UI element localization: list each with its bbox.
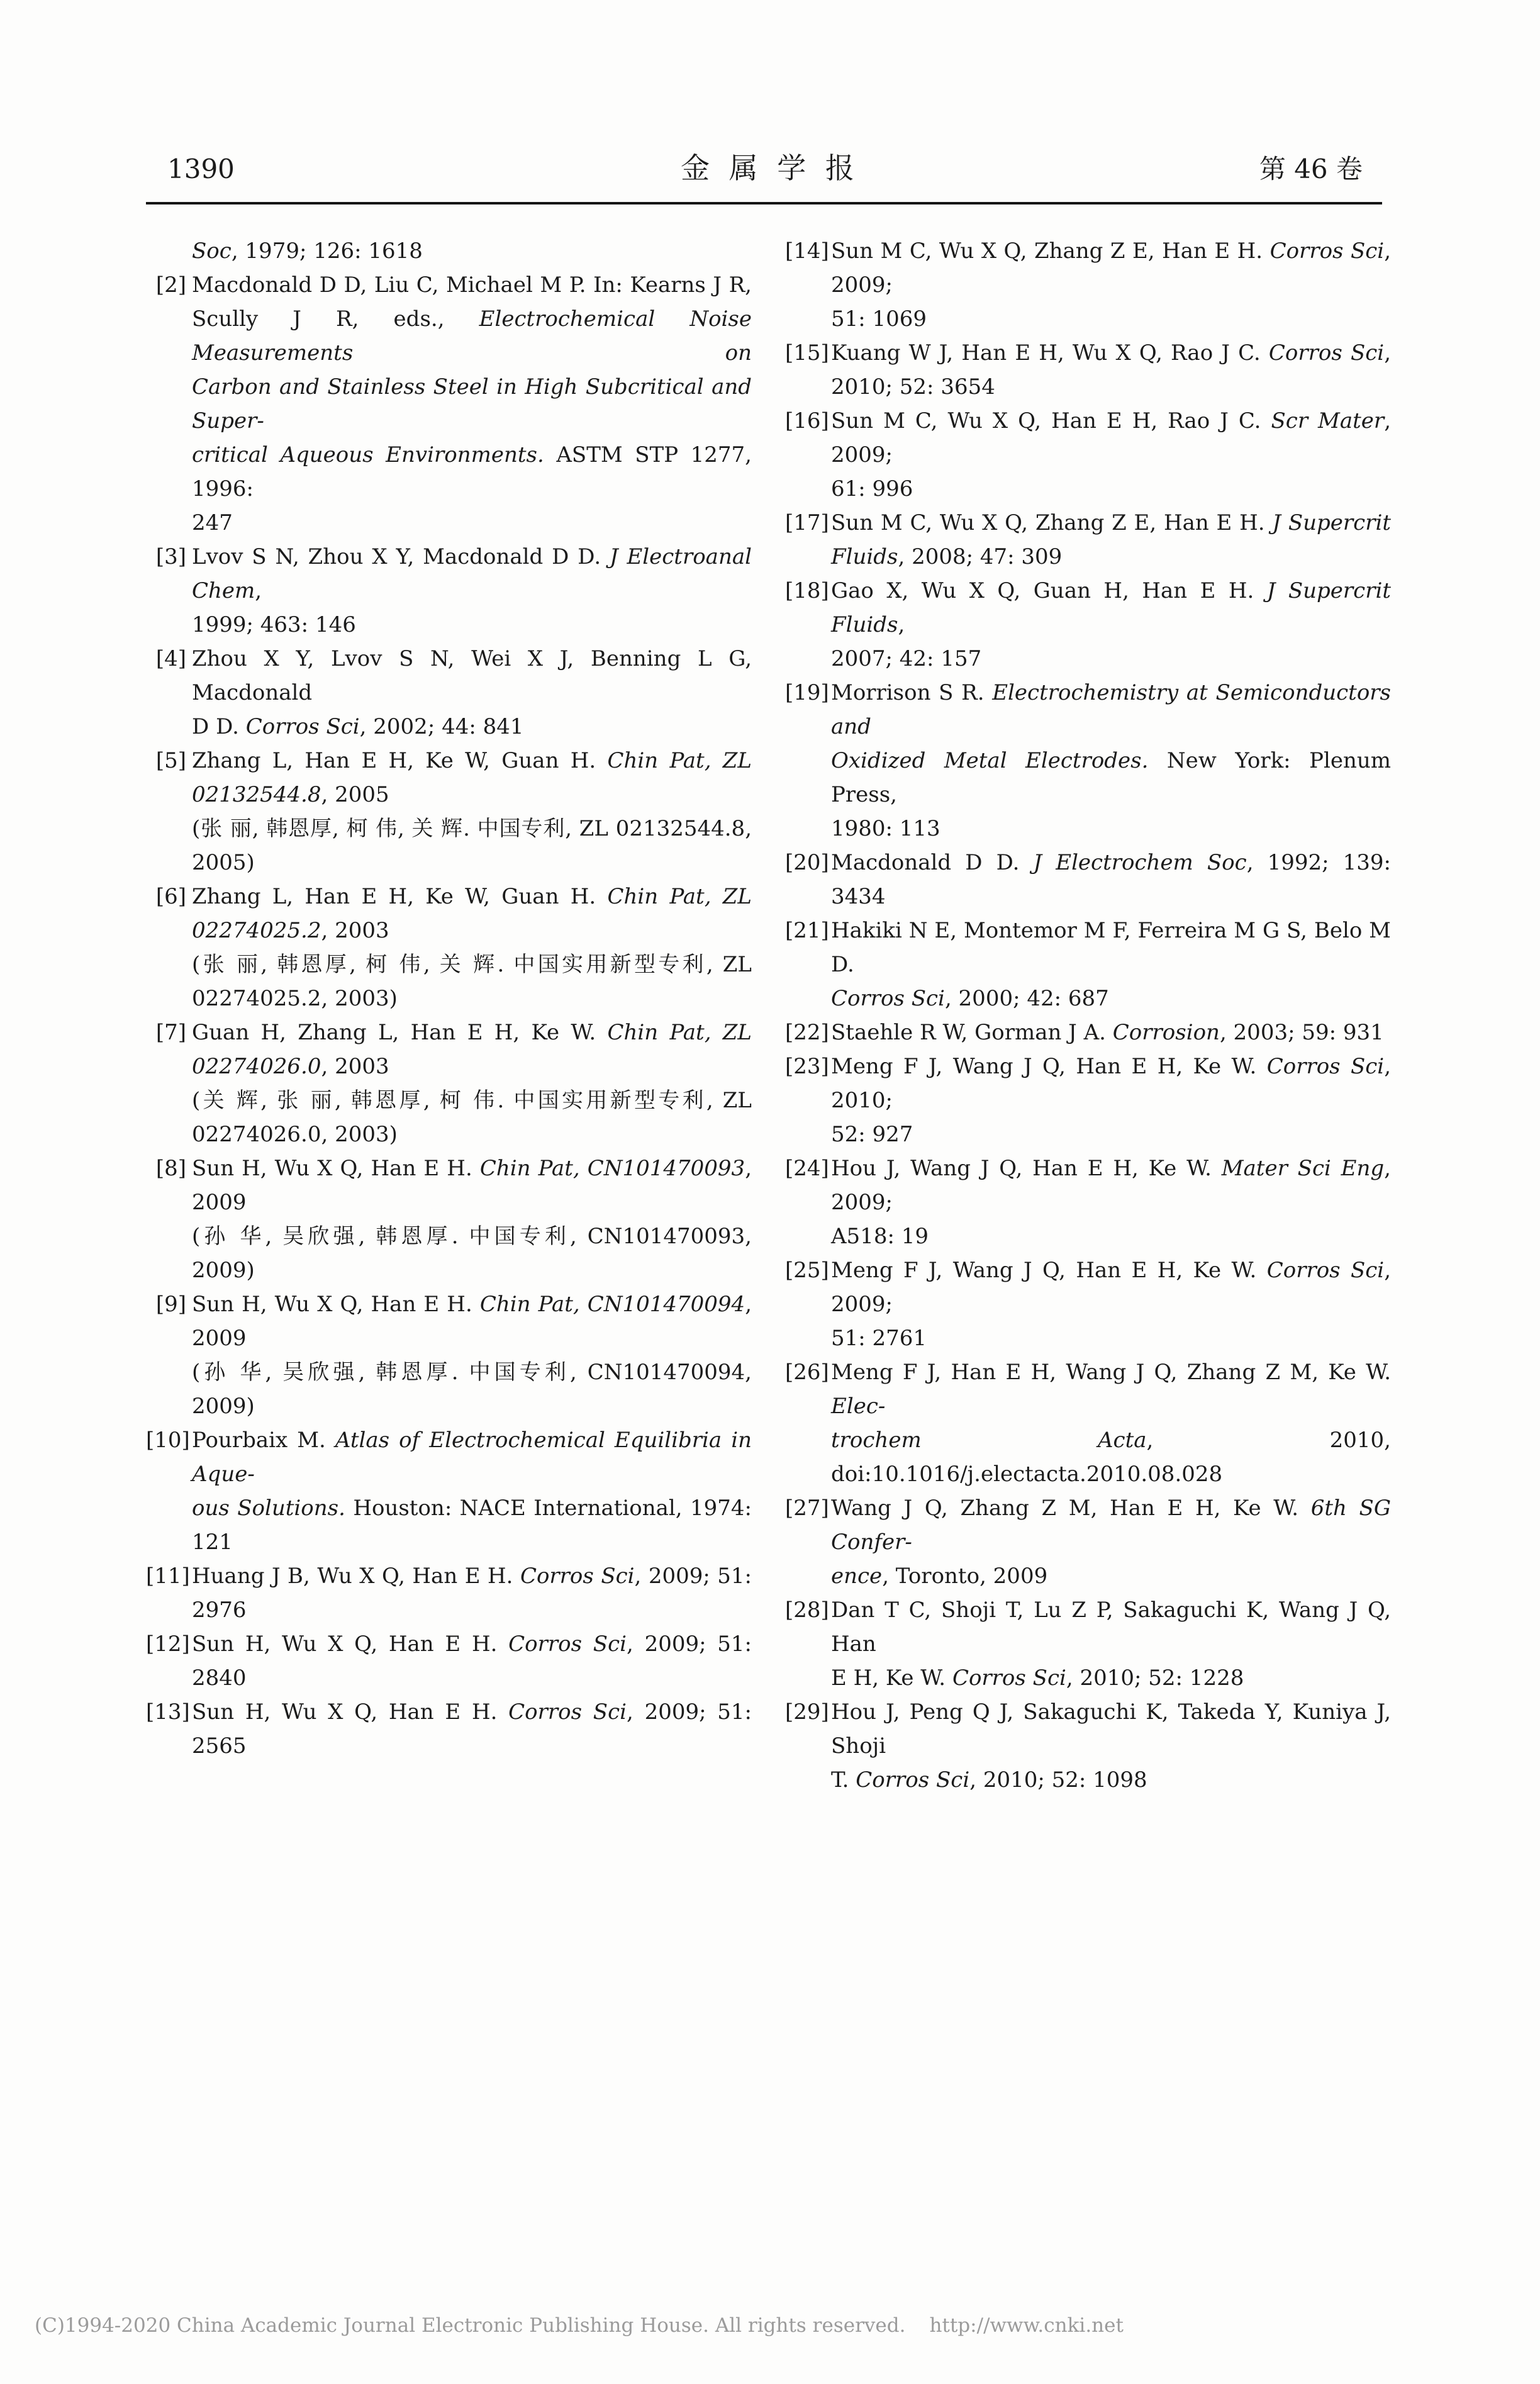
reference-number: [24] [785, 1156, 829, 1181]
reference-number: [7] [155, 1020, 186, 1045]
reference-item [785, 404, 1391, 506]
reference-number: [3] [155, 544, 186, 569]
reference-line: Sun H, Wu X Q, Han E H. Corros Sci, 2009; 51: 2565 [192, 1699, 752, 1759]
reference-number: [14] [785, 238, 829, 264]
reference-line: 02274026.0, 2003) [192, 1122, 398, 1147]
reference-text [192, 1016, 752, 1151]
reference-number: [16] [785, 408, 829, 434]
reference-number: [25] [785, 1258, 829, 1283]
journal-title: 金 属 学 报 [681, 151, 859, 185]
reference-line: Zhang L, Han E H, Ke W, Guan H. Chin Pat, ZL [192, 748, 752, 773]
reference-number: [18] [785, 578, 829, 603]
reference-item [785, 1151, 1391, 1253]
reference-text [192, 1695, 752, 1763]
reference-item [146, 642, 752, 744]
reference-line: Meng F J, Han E H, Wang J Q, Zhang Z M, Ke W. Elec- [831, 1360, 1391, 1419]
reference-number: [13] [146, 1699, 190, 1725]
header-rule [146, 202, 1382, 204]
reference-text [831, 1491, 1391, 1593]
reference-text [192, 234, 752, 268]
reference-line: 61: 996 [831, 476, 913, 501]
reference-line: ous Solutions. Houston: NACE International, 1974: 121 [192, 1496, 752, 1555]
reference-text [192, 1627, 752, 1695]
reference-number: [23] [785, 1054, 829, 1079]
reference-number: [26] [785, 1360, 829, 1385]
references-left-column [146, 234, 752, 1763]
reference-text [831, 1695, 1391, 1797]
references-right-column [785, 234, 1391, 1797]
cnki-url: http://www.cnki.net [929, 2314, 1124, 2337]
reference-number: [27] [785, 1496, 829, 1521]
reference-item [785, 1253, 1391, 1355]
reference-line: 02274025.2, 2003 [192, 918, 389, 943]
reference-text [192, 642, 752, 744]
reference-line: 51: 2761 [831, 1326, 927, 1351]
reference-line: 2005) [192, 850, 255, 875]
reference-text [831, 1593, 1391, 1695]
reference-text [831, 574, 1391, 676]
reference-item [146, 1423, 752, 1559]
reference-number: [21] [785, 918, 829, 943]
reference-line: Wang J Q, Zhang Z M, Han E H, Ke W. 6th SG Confer- [831, 1496, 1392, 1555]
reference-number: [5] [155, 748, 186, 773]
reference-line: E H, Ke W. Corros Sci, 2010; 52: 1228 [831, 1665, 1244, 1691]
reference-text [831, 404, 1391, 506]
reference-item [785, 506, 1391, 574]
reference-number: [29] [785, 1699, 829, 1725]
reference-line: Oxidized Metal Electrodes. New York: Plenum Press, [831, 748, 1391, 807]
reference-item [146, 268, 752, 540]
reference-item [785, 336, 1391, 404]
reference-item [785, 574, 1391, 676]
reference-line: 02274026.0, 2003 [192, 1054, 389, 1079]
reference-line: Macdonald D D, Liu C, Michael M P. In: Kearns J R, [192, 272, 752, 298]
reference-item [785, 1016, 1391, 1049]
reference-line: (张 丽, 韩恩厚, 柯 伟, 关 辉. 中国专利, ZL 02132544.8, [192, 816, 752, 841]
reference-number: [9] [155, 1292, 186, 1317]
footer-copyright [35, 2314, 1124, 2337]
reference-line: Sun H, Wu X Q, Han E H. Corros Sci, 2009; 51: 2840 [192, 1631, 752, 1691]
reference-line: Guan H, Zhang L, Han E H, Ke W. Chin Pat, ZL [192, 1020, 752, 1045]
reference-text [831, 336, 1391, 404]
reference-number: [15] [785, 340, 829, 366]
reference-line: Huang J B, Wu X Q, Han E H. Corros Sci, 2009; 51: 2976 [192, 1564, 752, 1623]
reference-text [831, 676, 1391, 846]
reference-number: [17] [785, 510, 829, 535]
reference-number: [2] [155, 272, 186, 298]
reference-item [785, 676, 1391, 846]
reference-item [146, 1559, 752, 1627]
reference-line: 52: 927 [831, 1122, 913, 1147]
reference-number: [19] [785, 680, 829, 705]
reference-item [146, 744, 752, 880]
reference-line: (关 辉, 张 丽, 韩恩厚, 柯 伟. 中国实用新型专利, ZL [192, 1088, 752, 1113]
reference-number: [6] [155, 884, 186, 909]
reference-line: (孙 华, 吴欣强, 韩恩厚. 中国专利, CN101470093, 2009) [192, 1224, 752, 1283]
reference-line: Sun M C, Wu X Q, Han E H, Rao J C. Scr Mater, 2009; [831, 408, 1391, 467]
reference-item [785, 1049, 1391, 1151]
reference-item [146, 880, 752, 1016]
reference-item [785, 914, 1391, 1016]
reference-line: (张 丽, 韩恩厚, 柯 伟, 关 辉. 中国实用新型专利, ZL [192, 952, 752, 977]
reference-text [192, 744, 752, 880]
reference-line: Pourbaix M. Atlas of Electrochemical Equilibria in Aque- [192, 1428, 752, 1487]
reference-item [785, 1695, 1391, 1797]
reference-text [831, 914, 1391, 1016]
reference-number: [4] [155, 646, 186, 671]
reference-item [146, 540, 752, 642]
reference-line: trochem Acta, 2010, doi:10.1016/j.electacta.2010.08.028 [831, 1428, 1391, 1487]
reference-item [146, 1151, 752, 1287]
reference-item [146, 1627, 752, 1695]
reference-line: Lvov S N, Zhou X Y, Macdonald D D. J Electroanal Chem, [192, 544, 752, 603]
reference-line: Kuang W J, Han E H, Wu X Q, Rao J C. Corros Sci, [831, 340, 1391, 366]
reference-line: Scully J R, eds., Electrochemical Noise Measurements on [192, 306, 752, 366]
reference-line: Sun M C, Wu X Q, Zhang Z E, Han E H. Corros Sci, 2009; [831, 238, 1391, 298]
reference-line: 02132544.8, 2005 [192, 782, 389, 807]
reference-line: D D. Corros Sci, 2002; 44: 841 [192, 714, 524, 739]
reference-line: Zhang L, Han E H, Ke W, Guan H. Chin Pat, ZL [192, 884, 752, 909]
reference-text [192, 1287, 752, 1423]
reference-text [831, 1049, 1391, 1151]
reference-line: 51: 1069 [831, 306, 927, 332]
reference-line: 2010; 52: 3654 [831, 374, 995, 400]
reference-text [831, 846, 1391, 914]
reference-line: Corros Sci, 2000; 42: 687 [831, 986, 1109, 1011]
reference-line: 247 [192, 510, 233, 535]
reference-item [146, 1287, 752, 1423]
reference-line: 1980: 113 [831, 816, 940, 841]
reference-text [192, 540, 752, 642]
reference-item [785, 846, 1391, 914]
reference-number: [12] [146, 1631, 190, 1657]
reference-text [831, 1355, 1391, 1491]
reference-line: 02274025.2, 2003) [192, 986, 398, 1011]
reference-number: [22] [785, 1020, 829, 1045]
reference-line: Sun H, Wu X Q, Han E H. Chin Pat, CN101470093, 2009 [192, 1156, 752, 1215]
reference-line: Meng F J, Wang J Q, Han E H, Ke W. Corros Sci, 2010; [831, 1054, 1391, 1113]
reference-line: Macdonald D D. J Electrochem Soc, 1992; 139: 3434 [831, 850, 1391, 909]
volume-label: 第 46 卷 [1259, 154, 1363, 184]
reference-text [192, 1559, 752, 1627]
reference-number: [8] [155, 1156, 186, 1181]
reference-number: [20] [785, 850, 829, 875]
reference-line: Carbon and Stainless Steel in High Subcritical and Super- [192, 374, 752, 434]
reference-text [831, 1151, 1391, 1253]
reference-line: Sun H, Wu X Q, Han E H. Chin Pat, CN101470094, 2009 [192, 1292, 752, 1351]
reference-item [785, 1355, 1391, 1491]
reference-line: Sun M C, Wu X Q, Zhang Z E, Han E H. J Supercrit [831, 510, 1391, 535]
copyright-text: (C)1994-2020 China Academic Journal Electronic Publishing House. All rights reserved. [35, 2314, 906, 2337]
reference-line: A518: 19 [831, 1224, 929, 1249]
reference-line: Dan T C, Shoji T, Lu Z P, Sakaguchi K, Wang J Q, Han [831, 1598, 1391, 1657]
reference-item [785, 1491, 1391, 1593]
reference-text [192, 880, 752, 1016]
reference-line: 1999; 463: 146 [192, 612, 356, 637]
reference-line: T. Corros Sci, 2010; 52: 1098 [831, 1767, 1147, 1793]
page-number: 1390 [167, 154, 235, 184]
reference-item [146, 1695, 752, 1763]
reference-item [146, 234, 752, 268]
reference-line: Fluids, 2008; 47: 309 [831, 544, 1063, 569]
reference-line: critical Aqueous Environments. ASTM STP 1277, 1996: [192, 442, 752, 501]
reference-text [831, 1253, 1391, 1355]
reference-number: [28] [785, 1598, 829, 1623]
reference-line: 2007; 42: 157 [831, 646, 982, 671]
reference-text [192, 1151, 752, 1287]
reference-text [831, 1016, 1391, 1049]
reference-item [785, 1593, 1391, 1695]
reference-number: [11] [146, 1564, 190, 1589]
reference-line: Hou J, Wang J Q, Han E H, Ke W. Mater Sci Eng, 2009; [831, 1156, 1391, 1215]
reference-number: [10] [146, 1428, 190, 1453]
reference-text [192, 1423, 752, 1559]
reference-text [831, 506, 1391, 574]
reference-line: ence, Toronto, 2009 [831, 1564, 1048, 1589]
reference-line: (孙 华, 吴欣强, 韩恩厚. 中国专利, CN101470094, 2009) [192, 1360, 752, 1419]
reference-line: Gao X, Wu X Q, Guan H, Han E H. J Supercrit Fluids, [831, 578, 1391, 637]
reference-text [192, 268, 752, 540]
reference-item [146, 1016, 752, 1151]
reference-line: Zhou X Y, Lvov S N, Wei X J, Benning L G, Macdonald [192, 646, 752, 705]
reference-line: Hou J, Peng Q J, Sakaguchi K, Takeda Y, Kuniya J, Shoji [831, 1699, 1391, 1759]
reference-line: Hakiki N E, Montemor M F, Ferreira M G S, Belo M D. [831, 918, 1391, 977]
reference-text [831, 234, 1391, 336]
reference-item [785, 234, 1391, 336]
reference-line: Staehle R W, Gorman J A. Corrosion, 2003; 59: 931 [831, 1020, 1384, 1045]
reference-line: Soc, 1979; 126: 1618 [192, 238, 423, 264]
reference-line: Meng F J, Wang J Q, Han E H, Ke W. Corros Sci, 2009; [831, 1258, 1391, 1317]
reference-line: Morrison S R. Electrochemistry at Semiconductors and [831, 680, 1391, 739]
